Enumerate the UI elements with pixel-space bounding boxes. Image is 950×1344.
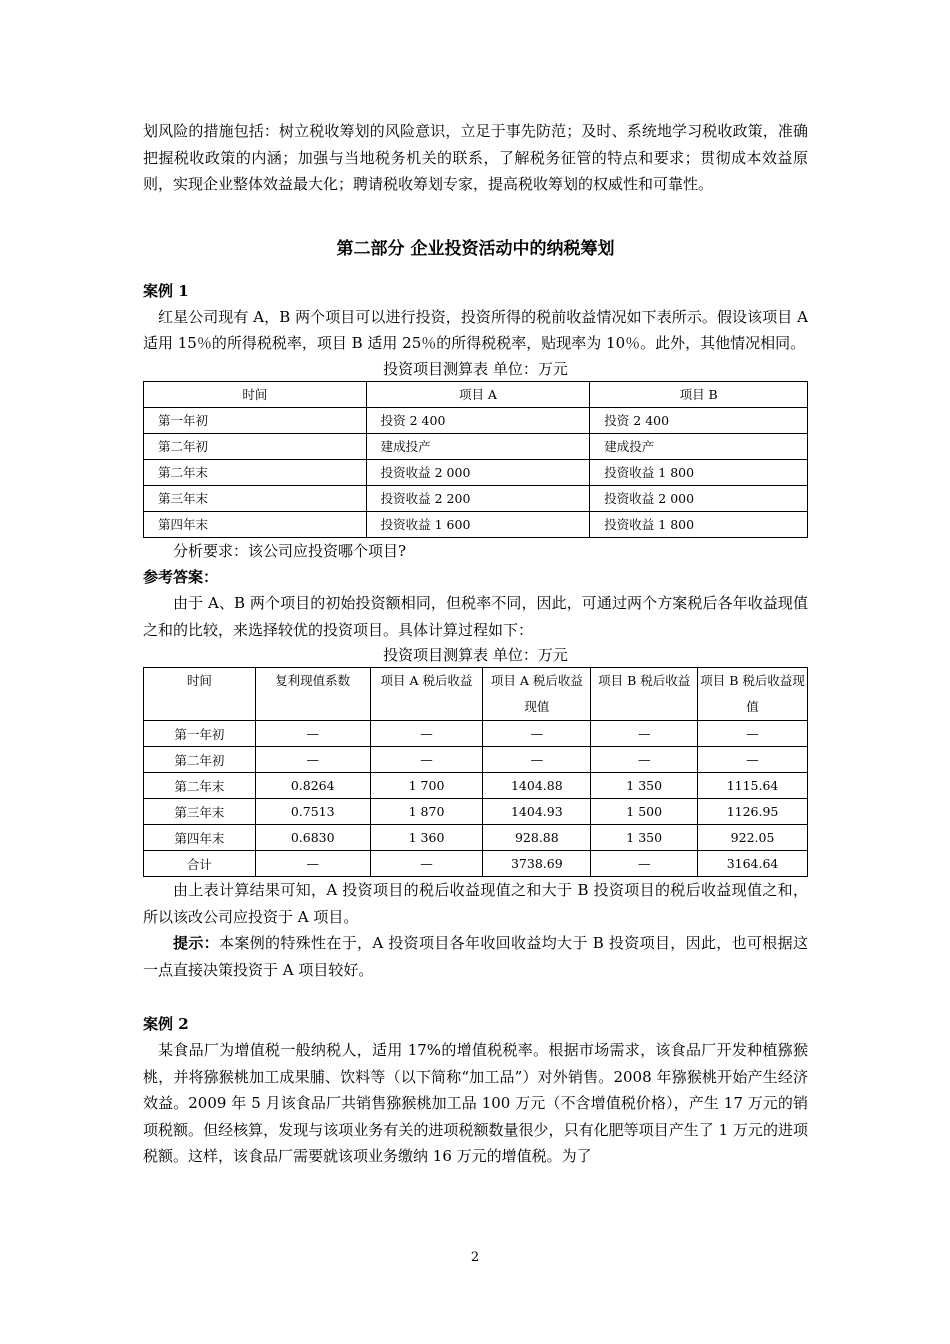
table-cell: 0.8264 bbox=[255, 773, 370, 799]
section-title: 第二部分 企业投资活动中的纳税筹划 bbox=[336, 238, 615, 259]
table-row bbox=[144, 799, 808, 825]
table-cell: 1 870 bbox=[370, 799, 483, 825]
table-cell: 1126.95 bbox=[698, 799, 808, 825]
document-page bbox=[143, 118, 808, 1170]
table-header: 项目 B 税后收益 bbox=[591, 668, 698, 721]
table2-caption: 投资项目测算表 单位：万元 bbox=[383, 646, 568, 664]
table-cell: 投资 2 400 bbox=[590, 407, 808, 433]
intro-paragraph: 划风险的措施包括：树立税收筹划的风险意识，立足于事先防范；及时、系统地学习税收政策，准确把握税收政策的内涵；加强与当地税务机关的联系，了解税务征管的特点和要求；贯彻成本效益原则，实现企业整体效益最大化；聘请税收筹划专家，提高税收筹划的权威性和可靠性。 bbox=[143, 122, 808, 193]
table-cell: 投资 2 400 bbox=[366, 407, 590, 433]
table-row bbox=[144, 485, 808, 511]
table-cell: — bbox=[370, 721, 483, 747]
table-cell: 第三年末 bbox=[144, 799, 256, 825]
table-cell: — bbox=[255, 721, 370, 747]
table-cell: 第二年初 bbox=[144, 747, 256, 773]
table-cell: 投资收益 2 200 bbox=[366, 485, 590, 511]
table-row bbox=[144, 407, 808, 433]
table-cell: 建成投产 bbox=[366, 433, 590, 459]
case1-description: 红星公司现有 A，B 两个项目可以进行投资，投资所得的税前收益情况如下表所示。假设该项目 A 适用 15％的所得税税率，项目 B 适用 25％的所得税税率，贴现率为 10％。此外，其他情况相同。 bbox=[143, 307, 808, 352]
table-cell: 0.7513 bbox=[255, 799, 370, 825]
table-header: 项目 A 税后收益现值 bbox=[483, 668, 591, 721]
table-row bbox=[144, 747, 808, 773]
table-cell: 3738.69 bbox=[483, 851, 591, 877]
table-cell: 第一年初 bbox=[144, 407, 367, 433]
table-cell: — bbox=[255, 851, 370, 877]
table-cell: — bbox=[698, 721, 808, 747]
table-header-row bbox=[144, 381, 808, 407]
table-cell: 第三年末 bbox=[144, 485, 367, 511]
table-cell: 投资收益 2 000 bbox=[590, 485, 808, 511]
table-header: 时间 bbox=[144, 381, 367, 407]
table-row bbox=[144, 825, 808, 851]
table-row bbox=[144, 773, 808, 799]
table-cell: 1404.88 bbox=[483, 773, 591, 799]
case1-title: 案例 1 bbox=[143, 281, 189, 300]
table-header: 项目 B 税后收益现值 bbox=[698, 668, 808, 721]
table1-caption: 投资项目测算表 单位：万元 bbox=[383, 359, 568, 378]
table-cell: 0.6830 bbox=[255, 825, 370, 851]
table-cell: 建成投产 bbox=[590, 433, 808, 459]
investment-table-1 bbox=[143, 381, 808, 538]
case2-description: 某食品厂为增值税一般纳税人，适用 17%的增值税税率。根据市场需求，该食品厂开发种植猕猴桃，并将猕猴桃加工成果脯、饮料等（以下简称“加工品”）对外销售。2008 年猕猴桃开始产生经济效益。2009 年 5 月该食品厂共销售猕猴桃加工品 100 万元（不含增值税价格），产生 17 万元的销项税额。但经核算，发现与该项业务有关的进项税额数量很少，只有化肥等项目产生了 1 万元的进项税额。这样，该食品厂需要就该项业务缴纳 16 万元的增值税。为了 bbox=[143, 1041, 808, 1165]
answer-intro: 由于 A、B 两个项目的初始投资额相同，但税率不同，因此，可通过两个方案税后各年收益现值之和的比较，来选择较优的投资项目。具体计算过程如下： bbox=[143, 594, 808, 639]
tip-text: 本案例的特殊性在于，A 投资项目各年收回收益均大于 B 投资项目，因此，也可根据这一点直接决策投资于 A 项目较好。 bbox=[143, 934, 808, 979]
table-cell: 3164.64 bbox=[698, 851, 808, 877]
table-row bbox=[144, 459, 808, 485]
table-cell: 合计 bbox=[144, 851, 256, 877]
page-number: 2 bbox=[470, 1250, 480, 1265]
answer-title: 参考答案： bbox=[143, 568, 219, 586]
table-cell: 第一年初 bbox=[144, 721, 256, 747]
table-cell: 922.05 bbox=[698, 825, 808, 851]
table-header: 复利现值系数 bbox=[255, 668, 370, 721]
table-cell: 投资收益 1 600 bbox=[366, 511, 590, 537]
table-row-total bbox=[144, 851, 808, 877]
table-header: 项目 B bbox=[590, 381, 808, 407]
table-row bbox=[144, 721, 808, 747]
table-header-row bbox=[144, 668, 808, 721]
table-cell: — bbox=[370, 851, 483, 877]
conclusion: 由上表计算结果可知，A 投资项目的税后收益现值之和大于 B 投资项目的税后收益现值之和，所以该改公司应投资于 A 项目。 bbox=[143, 881, 808, 926]
table-cell: 1404.93 bbox=[483, 799, 591, 825]
table-cell: 第二年初 bbox=[144, 433, 367, 459]
table-cell: — bbox=[483, 721, 591, 747]
table-row bbox=[144, 433, 808, 459]
table-cell: 1115.64 bbox=[698, 773, 808, 799]
table-cell: — bbox=[591, 851, 698, 877]
table-cell: 1 360 bbox=[370, 825, 483, 851]
table-cell: — bbox=[255, 747, 370, 773]
case2-title: 案例 2 bbox=[143, 1015, 189, 1033]
table-cell: 928.88 bbox=[483, 825, 591, 851]
table-cell: 投资收益 2 000 bbox=[366, 459, 590, 485]
table-cell: — bbox=[370, 747, 483, 773]
table-cell: 1 500 bbox=[591, 799, 698, 825]
investment-table-2 bbox=[143, 667, 808, 877]
table-cell: 第四年末 bbox=[144, 825, 256, 851]
table-cell: — bbox=[591, 721, 698, 747]
table-cell: — bbox=[483, 747, 591, 773]
table-cell: 第二年末 bbox=[144, 773, 256, 799]
table-header: 项目 A bbox=[366, 381, 590, 407]
table-cell: 第四年末 bbox=[144, 511, 367, 537]
table-header: 时间 bbox=[144, 668, 256, 721]
table-cell: 1 700 bbox=[370, 773, 483, 799]
table-cell: 1 350 bbox=[591, 773, 698, 799]
analysis-request: 分析要求：该公司应投资哪个项目? bbox=[173, 541, 407, 560]
table-cell: 1 350 bbox=[591, 825, 698, 851]
table-cell: 投资收益 1 800 bbox=[590, 459, 808, 485]
table-cell: 投资收益 1 800 bbox=[590, 511, 808, 537]
tip-label: 提示： bbox=[173, 934, 220, 952]
tip-paragraph bbox=[143, 930, 808, 983]
table-cell: — bbox=[698, 747, 808, 773]
table-header: 项目 A 税后收益 bbox=[370, 668, 483, 721]
table-cell: 第二年末 bbox=[144, 459, 367, 485]
table-cell: — bbox=[591, 747, 698, 773]
table-row bbox=[144, 511, 808, 537]
